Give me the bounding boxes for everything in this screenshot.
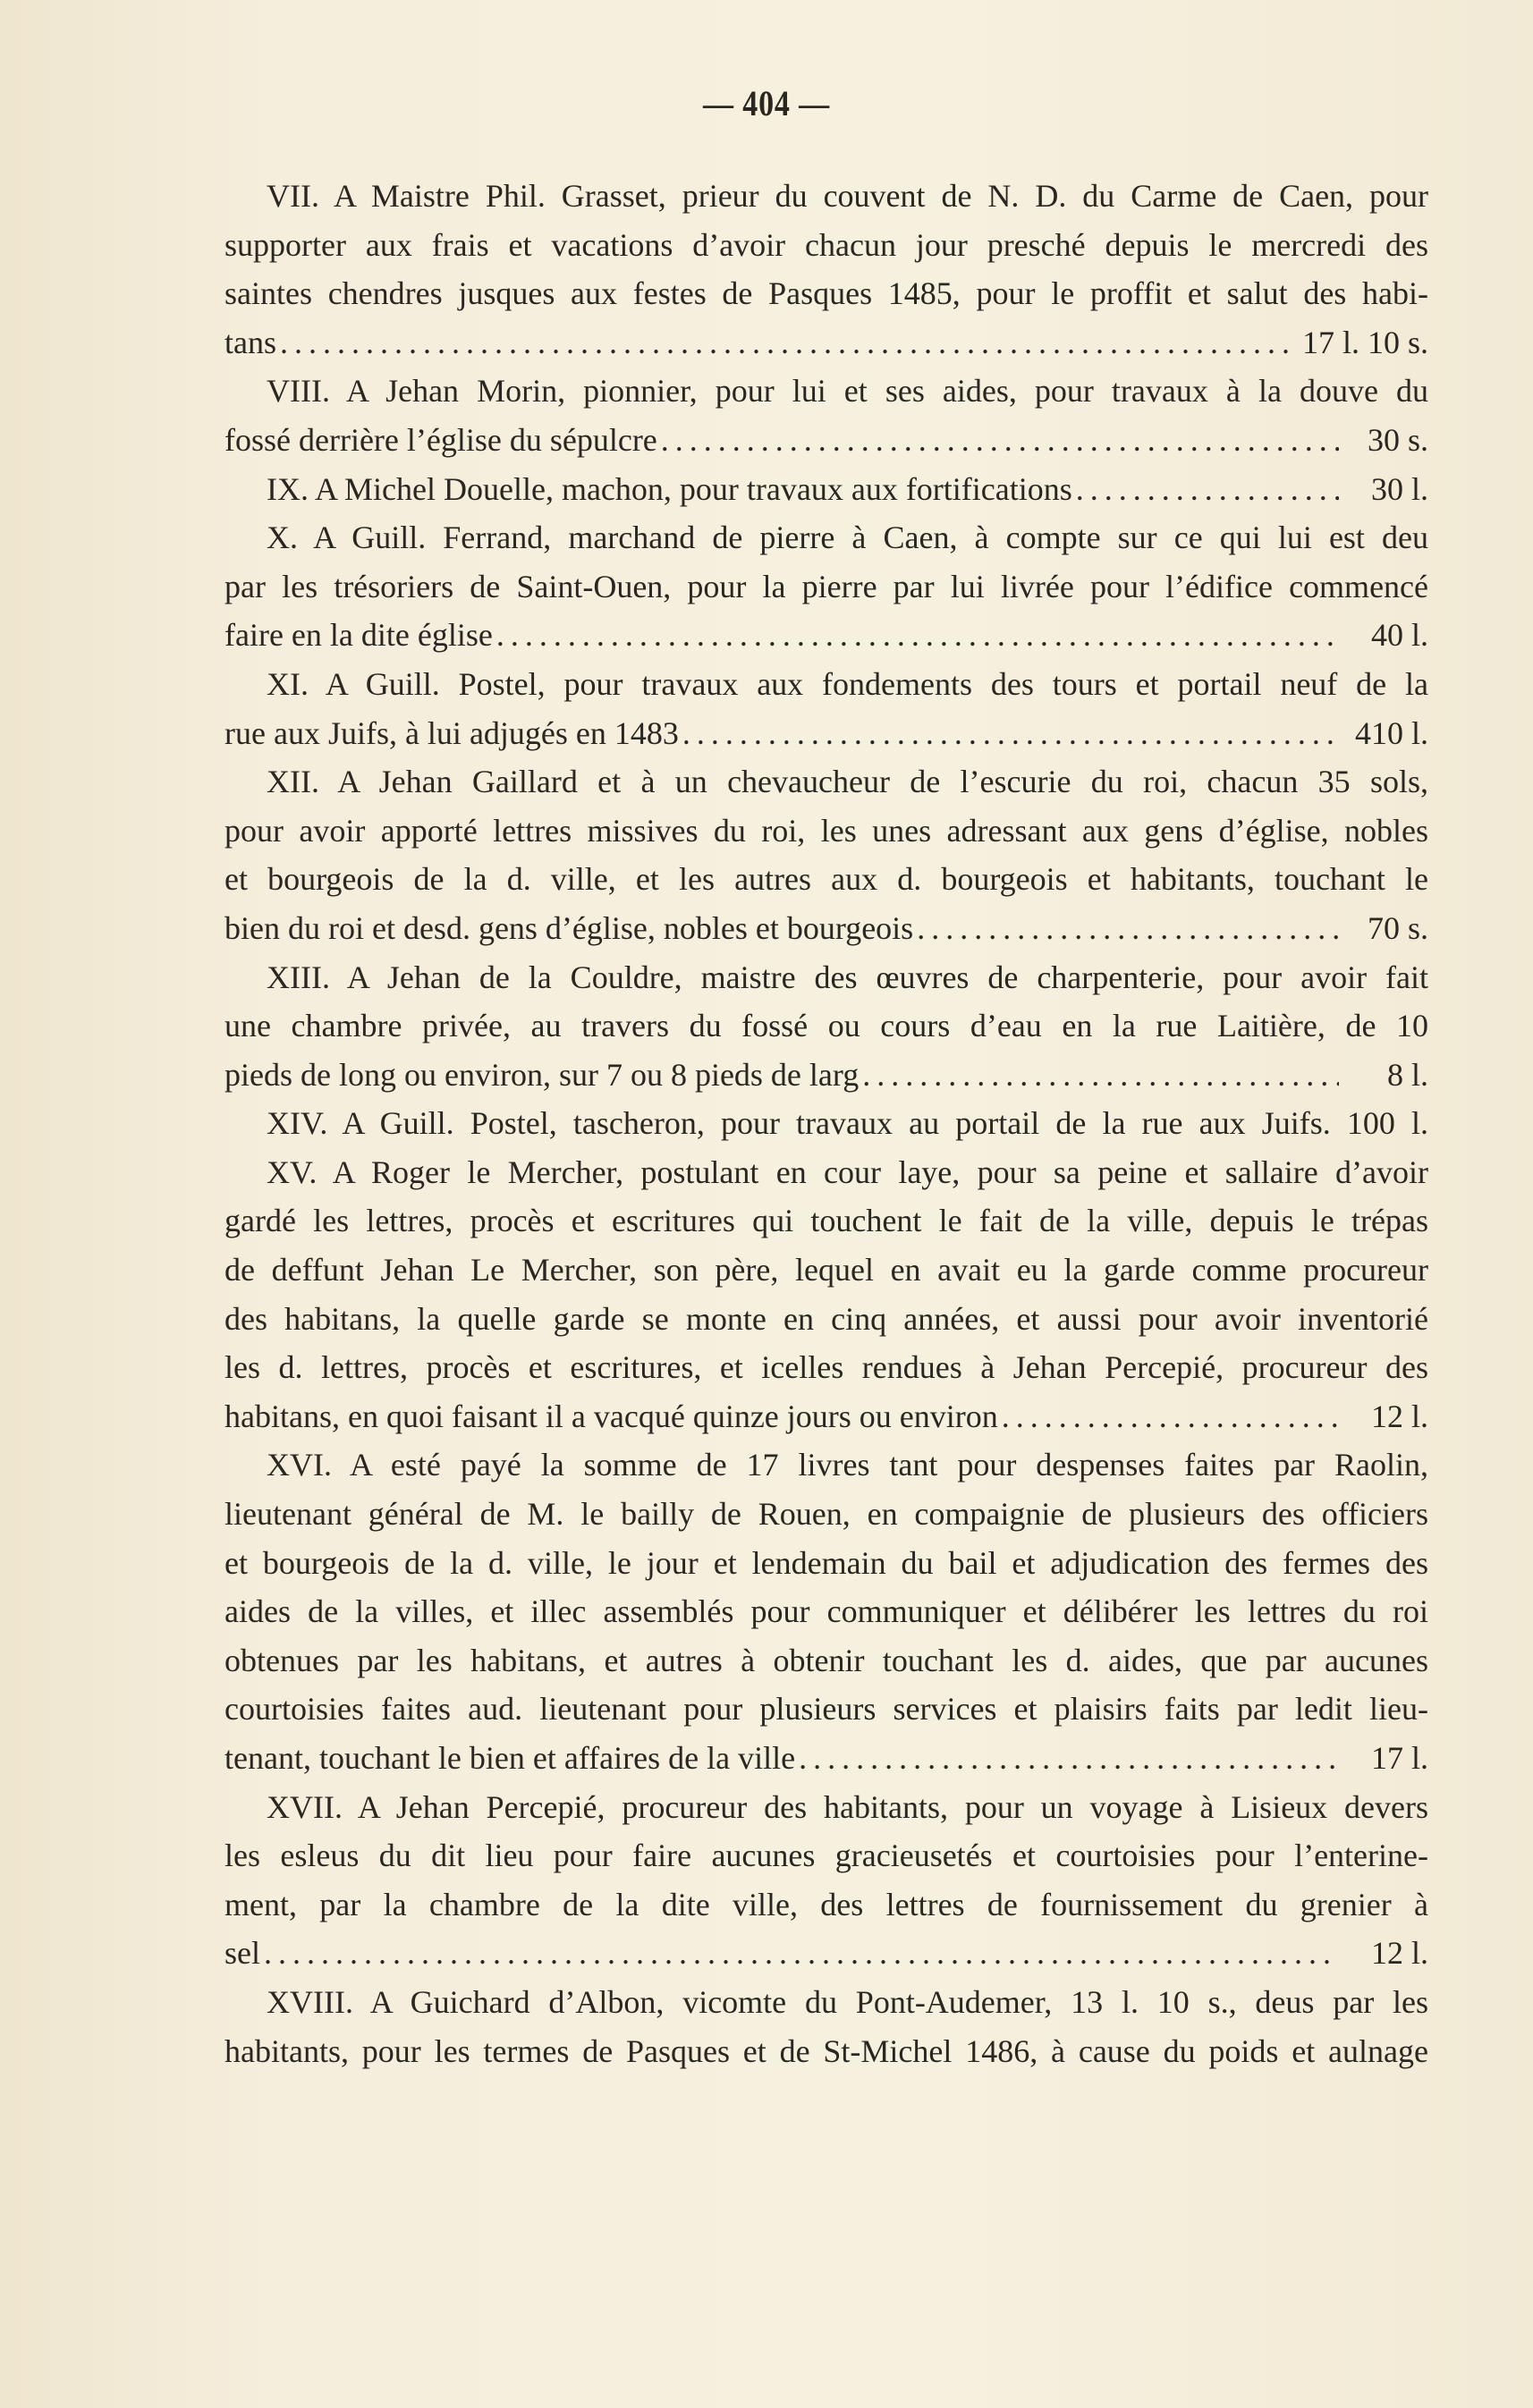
dot-leader	[1072, 465, 1339, 514]
dot-leader	[657, 416, 1339, 465]
amount: 40 l.	[1370, 617, 1428, 654]
amount: 12 l.	[1370, 1398, 1428, 1434]
text-line: obtenues par les habitans, et autres à obtenir touchant les d. aides, que par aucunes	[224, 1642, 1428, 1678]
line-text: sel	[224, 1935, 260, 1972]
text-line: pour avoir apporté lettres missives du roi, les unes adressant aux gens d’église, nobles	[224, 812, 1428, 849]
dot-leader	[795, 1734, 1339, 1783]
text-line	[224, 465, 1428, 514]
text-line: de deffunt Jehan Le Mercher, son père, lequel en avait eu la garde comme procureur	[224, 1252, 1428, 1288]
amount: 12 l.	[1370, 1935, 1428, 1972]
text-line: XVI. A esté payé la somme de 17 livres tant pour despenses faites par Raolin,	[267, 1447, 1428, 1483]
text-line: courtoisies faites aud. lieutenant pour plusieurs services et plaisirs faits par ledit lieu-	[224, 1691, 1428, 1728]
line-text: tans	[224, 324, 276, 360]
dot-leader	[276, 318, 1293, 368]
line-text: rue aux Juifs, à lui adjugés en 1483	[224, 714, 679, 751]
text-line: aides de la villes, et illec assemblés pour communiquer et délibérer les lettres du roi	[224, 1593, 1428, 1630]
amount: 17 l. 10 s.	[1301, 324, 1428, 360]
text-line: XVII. A Jehan Percepié, procureur des habitants, pour un voyage à Lisieux devers	[267, 1788, 1428, 1825]
text-line: VII. A Maistre Phil. Grasset, prieur du couvent de N. D. du Carme de Caen, pour	[267, 178, 1428, 214]
text-line: et bourgeois de la d. ville, et les autres aux d. bourgeois et habitants, touchant le	[224, 861, 1428, 898]
text-line: XII. A Jehan Gaillard et à un chevaucheur de l’escurie du roi, chacun 35 sols,	[267, 764, 1428, 800]
amount: 410 l.	[1354, 714, 1428, 751]
text-line: ment, par la chambre de la dite ville, des lettres de fournissement du grenier à	[224, 1886, 1428, 1922]
amount: 8 l.	[1386, 1056, 1428, 1093]
text-line: supporter aux frais et vacations d’avoir chacun jour presché depuis le mercredi des	[224, 226, 1428, 263]
text-line	[224, 1392, 1428, 1441]
dot-leader	[998, 1392, 1339, 1441]
line-text: faire en la dite église	[224, 617, 493, 654]
text-line	[224, 611, 1428, 660]
text-line: XIII. A Jehan de la Couldre, maistre des œuvres de charpenterie, pour avoir fait	[267, 959, 1428, 995]
text-line: gardé les lettres, procès et escritures qui touchent le fait de la ville, depuis le trépas	[224, 1203, 1428, 1239]
line-text: pieds de long ou environ, sur 7 ou 8 pieds de larg	[224, 1056, 860, 1093]
amount: 17 l.	[1370, 1740, 1428, 1776]
text-line: lieutenant général de M. le bailly de Rouen, en compaignie de plusieurs des officiers	[224, 1496, 1428, 1533]
amount: 30 l.	[1370, 470, 1428, 507]
text-line	[224, 416, 1428, 465]
amount: 70 s.	[1367, 909, 1428, 946]
text-line: habitants, pour les termes de Pasques et de St-Michel 1486, à cause du poids et aulnage	[224, 2032, 1428, 2069]
page-number: — 404 —	[703, 83, 830, 123]
line-text: IX. A Michel Douelle, machon, pour travaux aux fortifications	[267, 470, 1072, 507]
dot-leader	[493, 611, 1339, 660]
text-line: les esleus du dit lieu pour faire aucunes gracieusetés et courtoisies pour l’enterine-	[224, 1838, 1428, 1874]
text-line: X. A Guill. Ferrand, marchand de pierre à Caen, à compte sur ce qui lui est deu	[267, 520, 1428, 556]
line-text: habitans, en quoi faisant il a vacqué quinze jours ou environ	[224, 1398, 998, 1434]
text-line: VIII. A Jehan Morin, pionnier, pour lui et ses aides, pour travaux à la douve du	[267, 373, 1428, 410]
amount: 30 s.	[1367, 421, 1428, 458]
text-line: les d. lettres, procès et escritures, et icelles rendues à Jehan Percepié, procureur des	[224, 1349, 1428, 1386]
text-line: XI. A Guill. Postel, pour travaux aux fondements des tours et portail neuf de la	[267, 665, 1428, 702]
document-body	[224, 172, 1428, 2075]
dot-leader	[913, 904, 1339, 953]
text-line	[224, 1051, 1428, 1100]
dot-leader	[859, 1051, 1339, 1100]
dot-leader	[260, 1929, 1339, 1978]
text-line	[224, 904, 1428, 953]
text-line	[224, 1929, 1428, 1978]
text-line: et bourgeois de la d. ville, le jour et lendemain du bail et adjudication des fermes des	[224, 1544, 1428, 1581]
text-line	[224, 709, 1428, 758]
text-line	[224, 318, 1428, 368]
text-line: XIV. A Guill. Postel, tascheron, pour travaux au portail de la rue aux Juifs. 100 l.	[267, 1105, 1428, 1142]
line-text: fossé derrière l’église du sépulcre	[224, 421, 657, 458]
text-line: saintes chendres jusques aux festes de Pasques 1485, pour le proffit et salut des habi-	[224, 275, 1428, 312]
text-line: une chambre privée, au travers du fossé ou cours d’eau en la rue Laitière, de 10	[224, 1008, 1428, 1044]
line-text: tenant, touchant le bien et affaires de la ville	[224, 1740, 796, 1776]
text-line: XVIII. A Guichard d’Albon, vicomte du Pont-Audemer, 13 l. 10 s., deus par les	[267, 1983, 1428, 2020]
text-line	[224, 1734, 1428, 1783]
text-line: par les trésoriers de Saint-Ouen, pour la pierre par lui livrée pour l’édifice commencé	[224, 568, 1428, 604]
dot-leader	[679, 709, 1339, 758]
text-line: des habitans, la quelle garde se monte en cinq années, et aussi pour avoir inventorié	[224, 1300, 1428, 1337]
text-line: XV. A Roger le Mercher, postulant en cour laye, pour sa peine et sallaire d’avoir	[267, 1153, 1428, 1190]
line-text: bien du roi et desd. gens d’église, nobles et bourgeois	[224, 909, 914, 946]
